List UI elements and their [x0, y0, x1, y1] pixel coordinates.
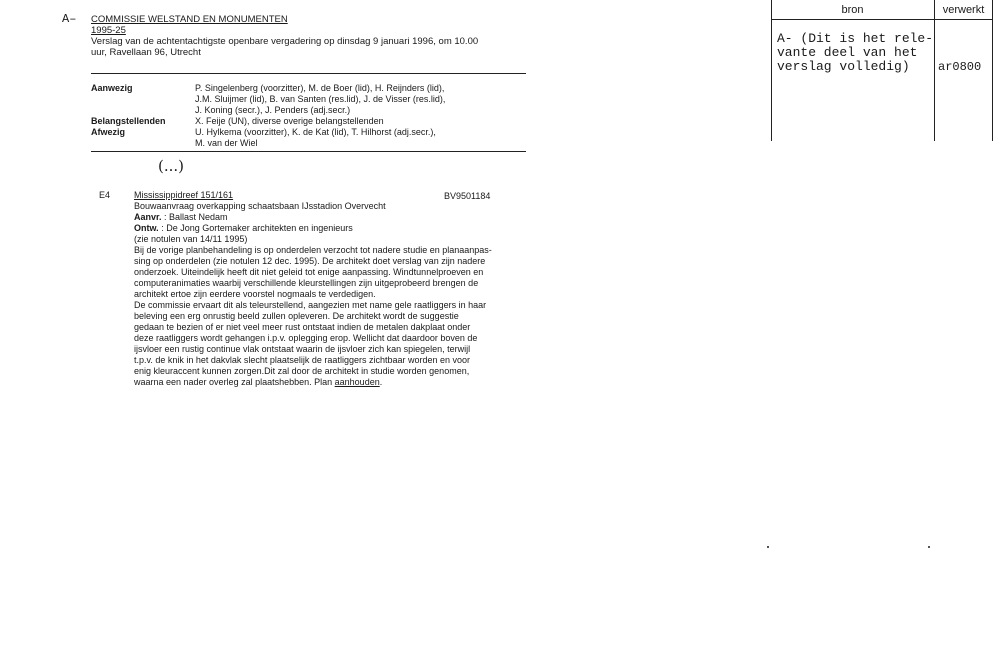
source-note [777, 32, 933, 74]
stakeholders-label: Belangstellenden [91, 116, 166, 126]
attendance-divider [91, 151, 526, 152]
section-marker: A– [62, 12, 77, 26]
column-header-processed: verwerkt [942, 4, 985, 16]
notes-reference: (zie notulen van 14/11 1995) [134, 234, 248, 244]
designer-row [134, 223, 534, 234]
scan-speck [928, 546, 930, 548]
header-divider [91, 73, 526, 74]
body-line: ijsvloer een rustig continue vlak ontstaat waarin de ijsvloer zich kan spiegelen, terwijl [134, 344, 471, 354]
table-header-divider [771, 19, 993, 20]
body-line: deze raatliggers wordt gehangen i.p.v. oplegging erop. Wellicht dat daardoor boven de [134, 333, 478, 343]
present-list [195, 83, 445, 149]
applicant-label: Aanvr. [134, 212, 162, 222]
applicant-value: : Ballast Nedam [164, 212, 228, 222]
commission-title: COMMISSIE WELSTAND EN MONUMENTEN [91, 14, 288, 25]
table-mid-border [934, 0, 935, 141]
absent-line: U. Hylkema (voorzitter), K. de Kat (lid), T. Hilhorst (adj.secr.), [195, 127, 436, 137]
scan-speck [767, 546, 769, 548]
final-period: . [379, 377, 383, 387]
present-line: J. Koning (secr.), J. Penders (adj.secr.) [195, 105, 351, 115]
body-line: Bij de vorige planbehandeling is op onderdelen verzocht tot nadere studie en planaanpas- [134, 245, 492, 255]
stakeholders-line: X. Feije (UN), diverse overige belangstellenden [195, 116, 384, 126]
source-note-line: A- (Dit is het rele- [777, 31, 934, 46]
present-label: Aanwezig [91, 83, 133, 93]
omission-ellipsis: (...) [158, 157, 185, 175]
applicant-row [134, 212, 534, 223]
source-note-line: verslag volledig) [777, 59, 910, 74]
decision-text: aanhouden [334, 377, 380, 387]
designer-value: : De Jong Gortemaker architekten en ingenieurs [161, 223, 353, 233]
body-line: enig kleuraccent kunnen zorgen.Dit zal door de architekt in studie worden genomen, [134, 366, 470, 376]
table-right-border [992, 0, 993, 141]
source-note-line: vante deel van het [777, 45, 918, 60]
archive-code: ar0800 [938, 60, 982, 74]
year-code: 1995-25 [91, 25, 126, 36]
report-line-2: uur, Ravellaan 96, Utrecht [91, 47, 201, 58]
table-left-border [771, 0, 772, 141]
body-line: architekt ertoe zijn eerdere voorstel nogmaals te verdedigen. [134, 289, 376, 299]
present-line: P. Singelenberg (voorzitter), M. de Boer (lid), H. Reijnders (lid), [195, 83, 445, 93]
body-line: computeranimaties waarbij verschillende kleurstellingen zijn uitgeprobeerd brengen de [134, 278, 479, 288]
absent-label: Afwezig [91, 127, 126, 137]
present-line: J.M. Sluijmer (lid), B. van Santen (res.lid), J. de Visser (res.lid), [195, 94, 446, 104]
body-line: beleving een erg onrustig beeld zullen opleveren. De architekt wordt de suggestie [134, 311, 459, 321]
item-code: E4 [99, 190, 111, 200]
document-header [91, 14, 478, 58]
final-line [134, 377, 534, 388]
body-line: De commissie ervaart dit als teleurstellend, aangezien met name gele raatliggers in haar [134, 300, 487, 310]
item-reference: BV9501184 [444, 191, 491, 201]
item-subject: Bouwaanvraag overkapping schaatsbaan IJsstadion Overvecht [134, 201, 386, 211]
final-line-text: waarna een nader overleg zal plaatshebben. Plan [134, 377, 335, 387]
report-line-1: Verslag van de achtentachtigste openbare vergadering op dinsdag 9 januari 1996, om 10.00 [91, 36, 479, 47]
item-address: Mississippidreef 151/161 [134, 190, 234, 200]
body-line: onderzoek. Uiteindelijk heeft dit niet geleid tot enige aanpassing. Windtunnelproeven en [134, 267, 484, 277]
body-line: t.p.v. de knik in het dakvlak slecht plaatselijk de raatliggers zichtbaar worden en voor [134, 355, 471, 365]
designer-label: Ontw. [134, 223, 159, 233]
item-body [134, 201, 534, 388]
body-line: sing op onderdelen (zie notulen 12 dec. 1995). De architekt doet verslag van zijn nadere [134, 256, 486, 266]
absent-line: M. van der Wiel [195, 138, 258, 148]
body-line: gedaan te bezien of er niet veel meer rust ontstaat indien de metalen dakplaat onder [134, 322, 471, 332]
column-header-source: bron [841, 4, 864, 16]
